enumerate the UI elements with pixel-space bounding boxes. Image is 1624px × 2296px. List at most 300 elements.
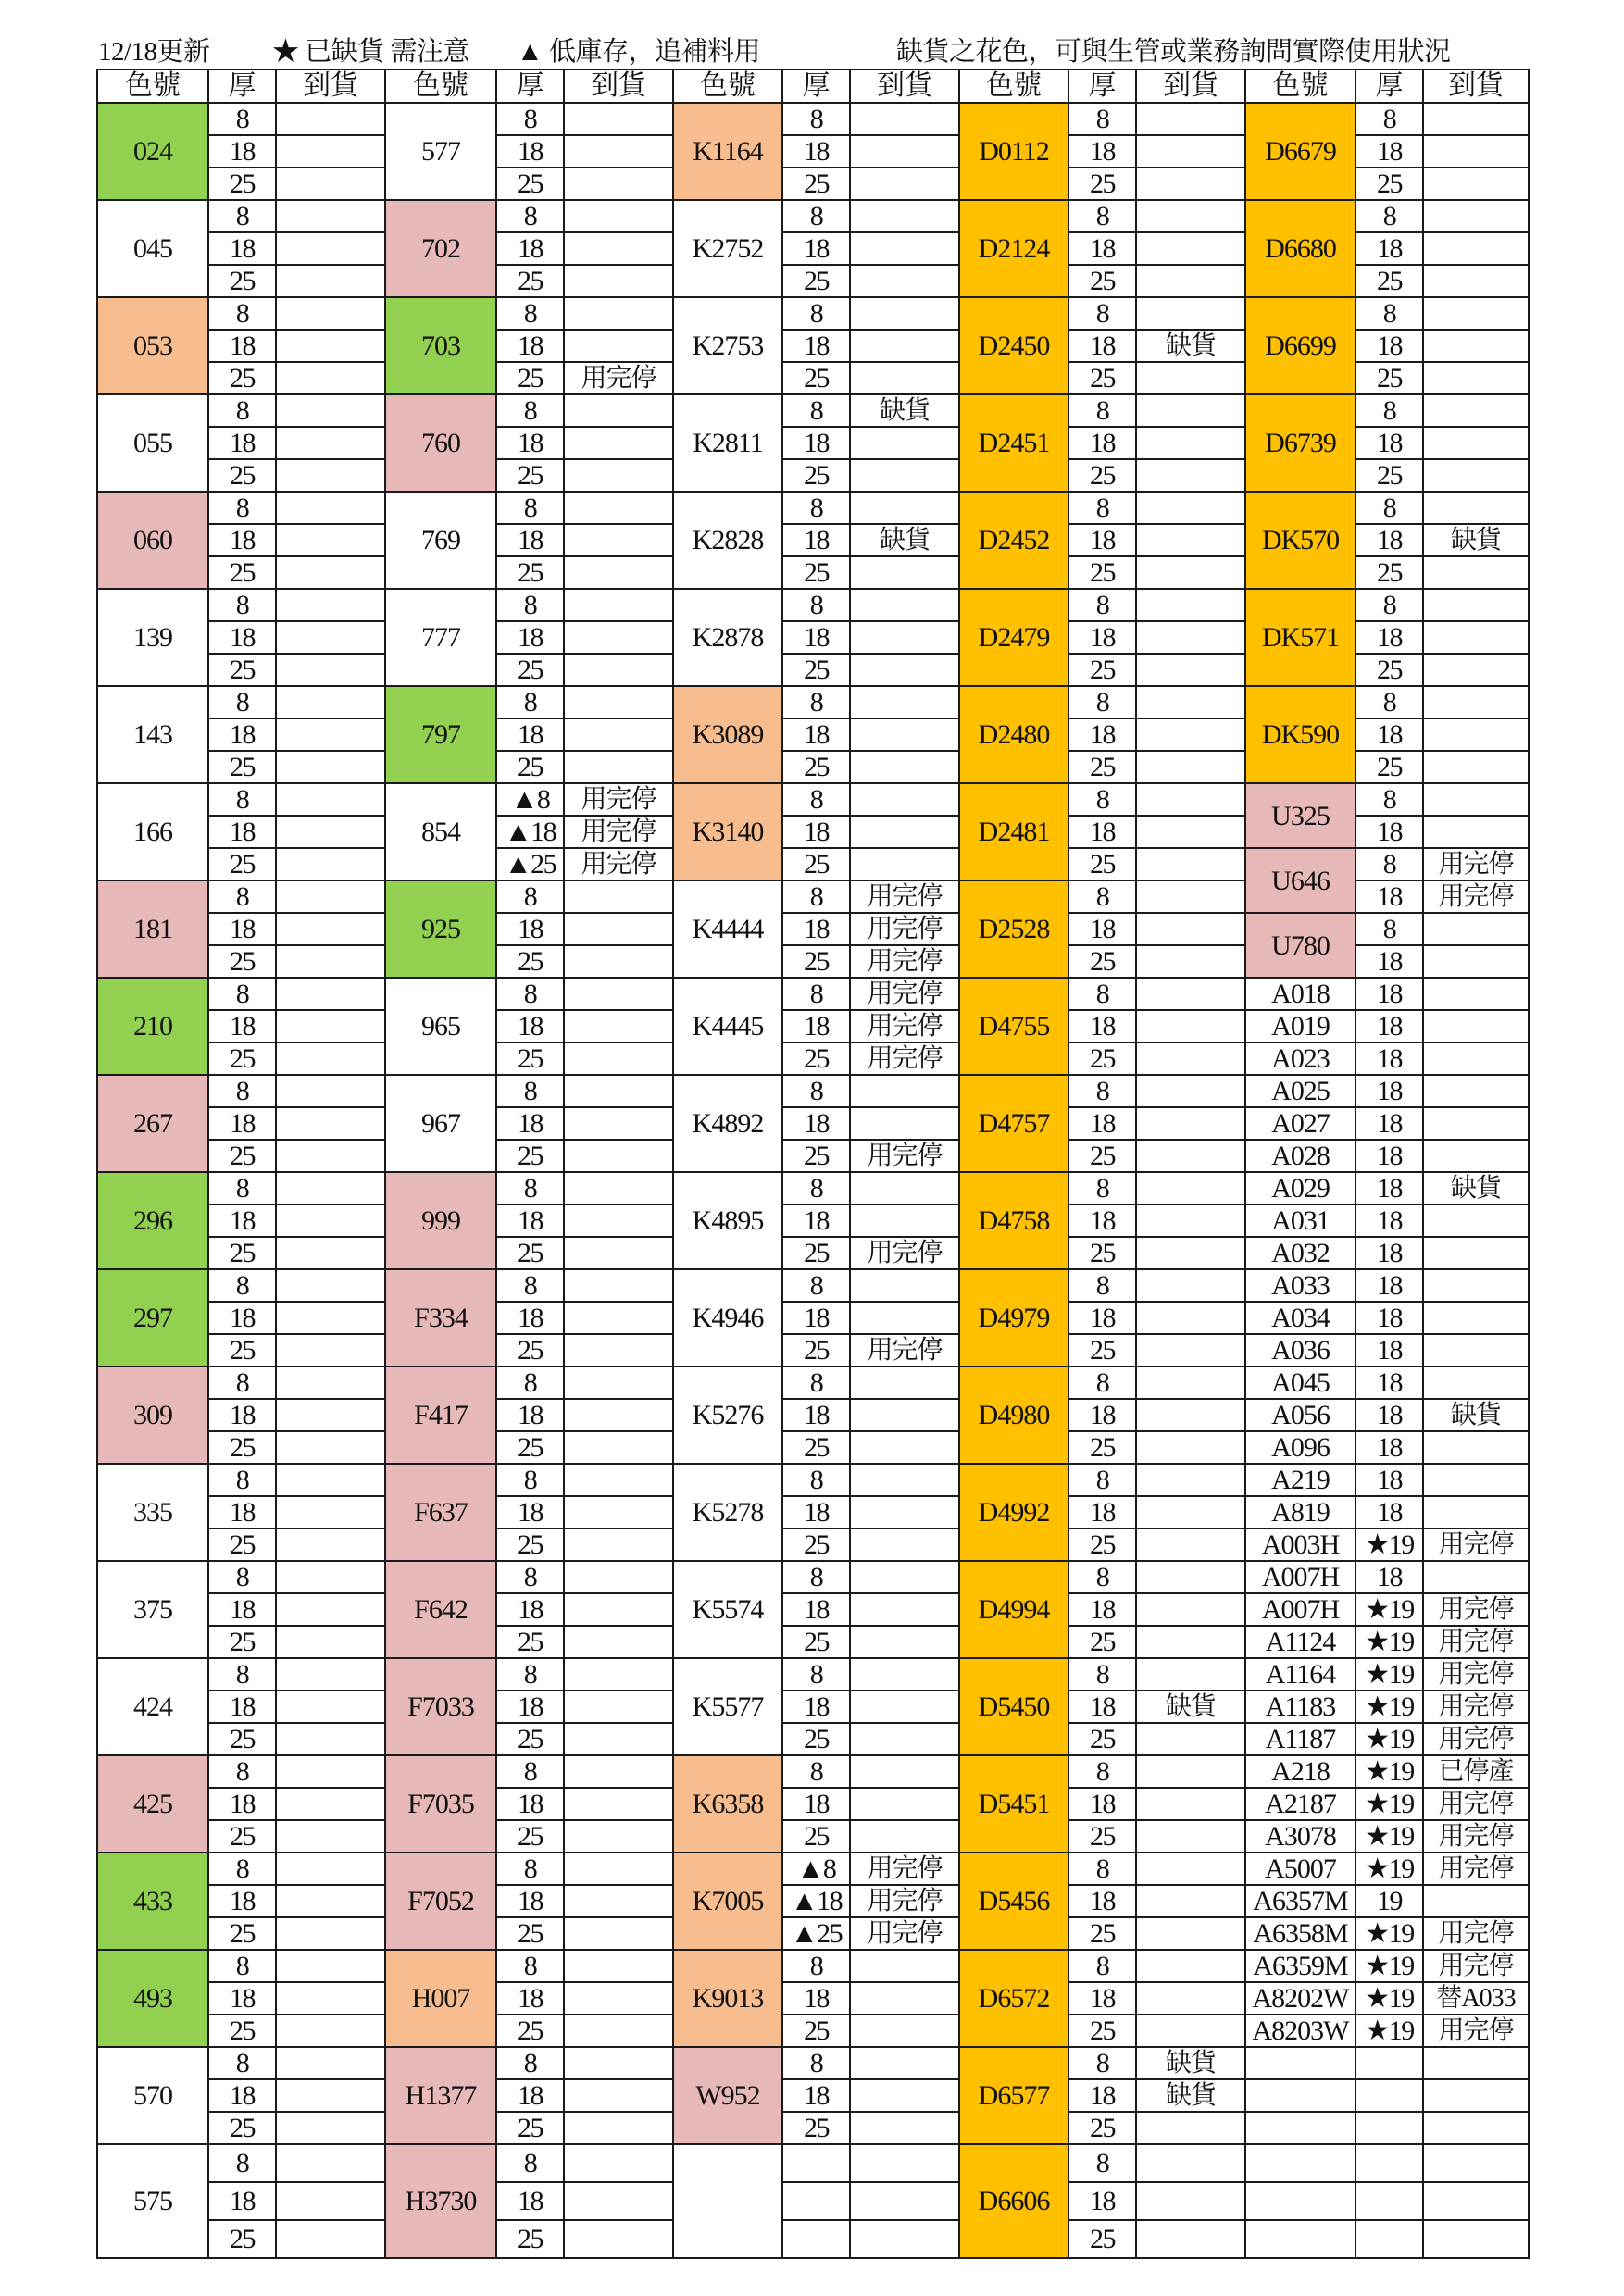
arrival-status-cell [850, 1755, 959, 1788]
arrival-status-cell [564, 1626, 673, 1658]
column-header: 到貨 [276, 69, 385, 103]
thickness-cell: 18 [208, 1399, 276, 1431]
arrival-status-cell [850, 1561, 959, 1593]
arrival-status-cell [1423, 492, 1529, 524]
color-code-cell: D4757 [959, 1075, 1068, 1172]
table-row [97, 492, 1529, 524]
arrival-status-cell [850, 2144, 959, 2182]
arrival-status-cell [276, 589, 385, 621]
table-row [97, 1334, 1529, 1366]
arrival-status-cell [564, 880, 673, 913]
thickness-cell: 18 [208, 232, 276, 265]
arrival-status-cell [564, 394, 673, 427]
color-code-cell: A5007 [1245, 1853, 1355, 1885]
color-code-cell: K5276 [673, 1366, 782, 1464]
thickness-cell: 8 [1068, 394, 1136, 427]
color-code-cell: A8202W [1245, 1982, 1355, 2015]
color-code-cell: 297 [97, 1269, 208, 1366]
arrival-status-cell [276, 1723, 385, 1755]
thickness-cell: 8 [208, 1269, 276, 1302]
arrival-status-cell [564, 492, 673, 524]
arrival-status-cell [1136, 1626, 1245, 1658]
thickness-cell: 18 [496, 1107, 564, 1140]
thickness-cell: 25 [782, 1626, 850, 1658]
color-code-cell: A025 [1245, 1075, 1355, 1107]
thickness-cell: ▲18 [496, 816, 564, 848]
thickness-cell: ★19 [1355, 1626, 1423, 1658]
color-code-cell: A1124 [1245, 1626, 1355, 1658]
arrival-status-cell [276, 1626, 385, 1658]
arrival-status-cell [1136, 1950, 1245, 1982]
arrival-status-cell [1423, 1140, 1529, 1172]
column-header: 厚 [496, 69, 564, 103]
color-code-cell: A6359M [1245, 1950, 1355, 1982]
color-code-cell: K6358 [673, 1755, 782, 1853]
arrival-status-cell [1136, 265, 1245, 297]
arrival-status-cell [1423, 297, 1529, 330]
color-code-cell: D2479 [959, 589, 1068, 686]
thickness-cell: 8 [1068, 2144, 1136, 2182]
arrival-status-cell: 用完停 [1423, 1691, 1529, 1723]
thickness-cell: 25 [1068, 459, 1136, 492]
thickness-cell: 19 [1355, 1885, 1423, 1917]
arrival-status-cell: 用完停 [564, 816, 673, 848]
arrival-status-cell [850, 2047, 959, 2079]
thickness-cell: 25 [1068, 945, 1136, 978]
thickness-cell: 18 [496, 1496, 564, 1529]
color-code-cell: K9013 [673, 1950, 782, 2047]
arrival-status-cell [276, 1366, 385, 1399]
arrival-status-cell [1423, 232, 1529, 265]
arrival-status-cell [1136, 1561, 1245, 1593]
thickness-cell: 8 [1355, 848, 1423, 880]
thickness-cell: 8 [496, 297, 564, 330]
thickness-cell: 8 [496, 492, 564, 524]
thickness-cell: 18 [1355, 880, 1423, 913]
arrival-status-cell [1136, 1042, 1245, 1075]
arrival-status-cell [850, 427, 959, 459]
arrival-status-cell [564, 1302, 673, 1334]
color-code-cell: D6739 [1245, 394, 1355, 492]
arrival-status-cell [564, 654, 673, 686]
arrival-status-cell: 用完停 [564, 362, 673, 394]
thickness-cell: ★19 [1355, 1982, 1423, 2015]
thickness-cell: ▲8 [782, 1853, 850, 1885]
arrival-status-cell [276, 783, 385, 816]
arrival-status-cell [1136, 135, 1245, 168]
column-header: 色號 [97, 69, 208, 103]
arrival-status-cell [276, 1237, 385, 1269]
column-header: 厚 [782, 69, 850, 103]
thickness-cell: 8 [496, 200, 564, 232]
thickness-cell: 8 [496, 1366, 564, 1399]
thickness-cell: 18 [782, 1010, 850, 1042]
title-line [98, 35, 1533, 69]
thickness-cell: 18 [782, 1204, 850, 1237]
color-code-cell: A034 [1245, 1302, 1355, 1334]
color-code-cell: F637 [385, 1464, 496, 1561]
thickness-cell: 8 [1068, 2047, 1136, 2079]
arrival-status-cell [850, 135, 959, 168]
thickness-cell: 25 [208, 2015, 276, 2047]
thickness-cell: 8 [496, 1755, 564, 1788]
arrival-status-cell [1423, 1107, 1529, 1140]
thickness-cell [1355, 2047, 1423, 2079]
table-row [97, 1755, 1529, 1788]
column-header: 厚 [1068, 69, 1136, 103]
arrival-status-cell [276, 718, 385, 751]
arrival-status-cell [1136, 751, 1245, 783]
thickness-cell: 18 [208, 2079, 276, 2112]
thickness-cell: 18 [496, 1982, 564, 2015]
thickness-cell: 18 [208, 1302, 276, 1334]
thickness-cell: 25 [496, 556, 564, 589]
arrival-status-cell [850, 1788, 959, 1820]
arrival-status-cell [276, 880, 385, 913]
thickness-cell: 25 [1068, 1917, 1136, 1950]
arrival-status-cell [564, 2015, 673, 2047]
color-code-cell: A018 [1245, 978, 1355, 1010]
thickness-cell: 25 [1068, 1140, 1136, 1172]
arrival-status-cell [564, 2112, 673, 2144]
thickness-cell: 8 [208, 1561, 276, 1593]
thickness-cell: ★19 [1355, 1529, 1423, 1561]
thickness-cell: 18 [1068, 330, 1136, 362]
color-code-cell: F7052 [385, 1853, 496, 1950]
arrival-status-cell [1136, 1107, 1245, 1140]
table-row [97, 1107, 1529, 1140]
arrival-status-cell [1136, 1917, 1245, 1950]
color-code-cell: K4444 [673, 880, 782, 978]
thickness-cell: 18 [1355, 1399, 1423, 1431]
arrival-status-cell [1136, 1366, 1245, 1399]
arrival-status-cell [1136, 1496, 1245, 1529]
arrival-status-cell [850, 686, 959, 718]
arrival-status-cell [1136, 1853, 1245, 1885]
arrival-status-cell [564, 459, 673, 492]
arrival-status-cell [1423, 330, 1529, 362]
thickness-cell: 25 [496, 1334, 564, 1366]
arrival-status-cell [1136, 1269, 1245, 1302]
color-code-cell: A3078 [1245, 1820, 1355, 1853]
thickness-cell: 25 [496, 945, 564, 978]
thickness-cell: 18 [496, 524, 564, 556]
thickness-cell: 8 [208, 2144, 276, 2182]
arrival-status-cell [1423, 718, 1529, 751]
color-code-cell: A033 [1245, 1269, 1355, 1302]
thickness-cell: 18 [1355, 1010, 1423, 1042]
thickness-cell: 8 [782, 297, 850, 330]
color-code-cell: H1377 [385, 2047, 496, 2144]
arrival-status-cell [850, 1431, 959, 1464]
arrival-status-cell: 用完停 [850, 1334, 959, 1366]
color-code-cell: A6357M [1245, 1885, 1355, 1917]
thickness-cell: 25 [1068, 848, 1136, 880]
thickness-cell: 25 [496, 362, 564, 394]
color-code-cell: 493 [97, 1950, 208, 2047]
table-row [97, 978, 1529, 1010]
arrival-status-cell [276, 1755, 385, 1788]
color-code-cell: U646 [1245, 848, 1355, 913]
arrival-status-cell: 用完停 [1423, 1950, 1529, 1982]
arrival-status-cell [850, 1691, 959, 1723]
thickness-cell: 8 [208, 783, 276, 816]
thickness-cell: 8 [782, 1366, 850, 1399]
thickness-cell: 25 [782, 848, 850, 880]
color-code-cell: D4979 [959, 1269, 1068, 1366]
arrival-status-cell [850, 1723, 959, 1755]
thickness-cell: 18 [208, 1204, 276, 1237]
thickness-cell: 18 [782, 232, 850, 265]
table-row [97, 913, 1529, 945]
thickness-cell: 8 [1068, 492, 1136, 524]
table-row [97, 686, 1529, 718]
arrival-status-cell [564, 1496, 673, 1529]
thickness-cell: 8 [1068, 1172, 1136, 1204]
thickness-cell: 25 [208, 362, 276, 394]
arrival-status-cell [1136, 556, 1245, 589]
arrival-status-cell [1136, 2112, 1245, 2144]
thickness-cell: 8 [208, 394, 276, 427]
table-row [97, 200, 1529, 232]
arrival-status-cell [1423, 200, 1529, 232]
thickness-cell: 18 [1068, 2079, 1136, 2112]
arrival-status-cell [276, 1204, 385, 1237]
table-row [97, 1885, 1529, 1917]
thickness-cell: 8 [208, 1755, 276, 1788]
arrival-status-cell [1136, 2144, 1245, 2182]
arrival-status-cell [1136, 103, 1245, 135]
thickness-cell: 18 [782, 1107, 850, 1140]
table-row [97, 103, 1529, 135]
thickness-cell: 18 [208, 1691, 276, 1723]
thickness-cell: ★19 [1355, 2015, 1423, 2047]
color-code-cell: A019 [1245, 1010, 1355, 1042]
color-code-cell: A007H [1245, 1593, 1355, 1626]
color-code-cell: K2811 [673, 394, 782, 492]
arrival-status-cell [850, 330, 959, 362]
arrival-status-cell [564, 168, 673, 200]
arrival-status-cell [276, 945, 385, 978]
thickness-cell: 25 [208, 1917, 276, 1950]
arrival-status-cell [1423, 459, 1529, 492]
arrival-status-cell [276, 1982, 385, 2015]
thickness-cell: ★19 [1355, 1691, 1423, 1723]
arrival-status-cell [276, 1529, 385, 1561]
color-code-cell: K4892 [673, 1075, 782, 1172]
thickness-cell: 18 [496, 2182, 564, 2220]
color-code-cell: DK571 [1245, 589, 1355, 686]
thickness-cell: 18 [1068, 1885, 1136, 1917]
arrival-status-cell [850, 297, 959, 330]
arrival-status-cell [1136, 880, 1245, 913]
thickness-cell: 18 [1355, 621, 1423, 654]
thickness-cell: 8 [1355, 589, 1423, 621]
arrival-status-cell [1423, 1561, 1529, 1593]
arrival-status-cell [1136, 978, 1245, 1010]
arrival-status-cell [276, 168, 385, 200]
arrival-status-cell [564, 1431, 673, 1464]
thickness-cell: 8 [208, 297, 276, 330]
table-row [97, 1820, 1529, 1853]
arrival-status-cell [564, 1204, 673, 1237]
thickness-cell: 25 [208, 556, 276, 589]
arrival-status-cell [276, 1561, 385, 1593]
thickness-cell: 8 [208, 1853, 276, 1885]
arrival-status-cell [1136, 232, 1245, 265]
thickness-cell: 25 [496, 459, 564, 492]
arrival-status-cell [850, 1204, 959, 1237]
arrival-status-cell [276, 913, 385, 945]
color-code-cell: A007H [1245, 1561, 1355, 1593]
thickness-cell: 8 [496, 103, 564, 135]
thickness-cell: 8 [1355, 783, 1423, 816]
arrival-status-cell [564, 1755, 673, 1788]
arrival-status-cell [276, 232, 385, 265]
arrival-status-cell [850, 1820, 959, 1853]
arrival-status-cell: 用完停 [1423, 848, 1529, 880]
column-header: 色號 [1245, 69, 1355, 103]
thickness-cell: 8 [1068, 978, 1136, 1010]
color-code-cell: D2480 [959, 686, 1068, 783]
thickness-cell: 18 [1355, 1042, 1423, 1075]
color-code-cell: D4758 [959, 1172, 1068, 1269]
arrival-status-cell [1423, 1464, 1529, 1496]
thickness-cell: 18 [1068, 427, 1136, 459]
arrival-status-cell [276, 394, 385, 427]
thickness-cell: 18 [208, 1496, 276, 1529]
thickness-cell: 25 [1068, 265, 1136, 297]
color-code-cell: K2752 [673, 200, 782, 297]
thickness-cell: 18 [782, 135, 850, 168]
arrival-status-cell [1136, 1237, 1245, 1269]
arrival-status-cell [1423, 265, 1529, 297]
thickness-cell: 18 [1068, 232, 1136, 265]
thickness-cell: 25 [782, 265, 850, 297]
thickness-cell: 8 [208, 589, 276, 621]
arrival-status-cell [276, 2112, 385, 2144]
color-code-cell: H007 [385, 1950, 496, 2047]
arrival-status-cell [1423, 556, 1529, 589]
thickness-cell [782, 2144, 850, 2182]
color-code-cell: K5278 [673, 1464, 782, 1561]
arrival-status-cell: 用完停 [1423, 1820, 1529, 1853]
update-date: 12/18更新 [98, 37, 210, 67]
thickness-cell: 25 [208, 654, 276, 686]
thickness-cell: 18 [782, 1982, 850, 2015]
color-code-cell: 425 [97, 1755, 208, 1853]
color-code-cell: D5456 [959, 1853, 1068, 1950]
thickness-cell: 18 [782, 816, 850, 848]
arrival-status-cell [564, 945, 673, 978]
thickness-cell: 8 [1355, 103, 1423, 135]
color-code-cell: D4755 [959, 978, 1068, 1075]
thickness-cell: 25 [208, 2112, 276, 2144]
thickness-cell: 8 [1355, 394, 1423, 427]
thickness-cell: 18 [1068, 135, 1136, 168]
arrival-status-cell [1423, 2047, 1529, 2079]
table-row [97, 1431, 1529, 1464]
thickness-cell: 8 [1355, 200, 1423, 232]
arrival-status-cell [564, 1853, 673, 1885]
arrival-status-cell [564, 1691, 673, 1723]
table-row [97, 1723, 1529, 1755]
thickness-cell: 8 [208, 686, 276, 718]
arrival-status-cell [564, 200, 673, 232]
thickness-cell: 25 [208, 1820, 276, 1853]
arrival-status-cell [1136, 459, 1245, 492]
table-row [97, 1366, 1529, 1399]
arrival-status-cell [1423, 978, 1529, 1010]
thickness-cell: 18 [1355, 718, 1423, 751]
thickness-cell: 25 [496, 1820, 564, 1853]
color-code-cell: D6699 [1245, 297, 1355, 394]
thickness-cell: 8 [496, 1464, 564, 1496]
arrival-status-cell [276, 2047, 385, 2079]
arrival-status-cell [850, 1658, 959, 1691]
arrival-status-cell [276, 103, 385, 135]
thickness-cell: 8 [496, 394, 564, 427]
color-code-cell: K3140 [673, 783, 782, 880]
arrival-status-cell [276, 978, 385, 1010]
arrival-status-cell [564, 2144, 673, 2182]
color-code-cell: 965 [385, 978, 496, 1075]
arrival-status-cell [564, 2182, 673, 2220]
table-row [97, 1464, 1529, 1496]
arrival-status-cell [1423, 1431, 1529, 1464]
arrival-status-cell [850, 492, 959, 524]
thickness-cell: 18 [1068, 1302, 1136, 1334]
thickness-cell: 18 [782, 427, 850, 459]
thickness-cell: 8 [496, 880, 564, 913]
arrival-status-cell: 用完停 [850, 1042, 959, 1075]
thickness-cell: 18 [208, 2182, 276, 2220]
color-code-cell: 433 [97, 1853, 208, 1950]
table-row [97, 1691, 1529, 1723]
thickness-cell: ★19 [1355, 1723, 1423, 1755]
thickness-cell: 8 [208, 1172, 276, 1204]
arrival-status-cell: 用完停 [850, 945, 959, 978]
table-row [97, 2079, 1529, 2112]
arrival-status-cell [1423, 1042, 1529, 1075]
thickness-cell: 18 [208, 621, 276, 654]
arrival-status-cell [1423, 816, 1529, 848]
color-code-cell: U325 [1245, 783, 1355, 848]
thickness-cell: 8 [1068, 1366, 1136, 1399]
thickness-cell: 18 [1355, 1302, 1423, 1334]
arrival-status-cell: 用完停 [1423, 1853, 1529, 1885]
thickness-cell: 18 [496, 621, 564, 654]
thickness-cell: 25 [1355, 265, 1423, 297]
thickness-cell: 25 [1068, 1042, 1136, 1075]
thickness-cell: 25 [782, 362, 850, 394]
thickness-cell: 25 [208, 751, 276, 783]
arrival-status-cell [1423, 2144, 1529, 2182]
color-code-cell: 575 [97, 2144, 208, 2258]
thickness-cell: 25 [208, 848, 276, 880]
thickness-cell: 8 [782, 880, 850, 913]
thickness-cell: 25 [1355, 556, 1423, 589]
shortage-note: 缺貨之花色，可與生管或業務詢問實際使用狀況 [896, 37, 1451, 67]
color-code-cell: K2828 [673, 492, 782, 589]
arrival-status-cell: 缺貨 [1136, 2079, 1245, 2112]
color-code-cell [673, 2144, 782, 2258]
arrival-status-cell: 缺貨 [1423, 1172, 1529, 1204]
color-code-cell: DK570 [1245, 492, 1355, 589]
thickness-cell: ▲25 [782, 1917, 850, 1950]
thickness-cell: 18 [208, 913, 276, 945]
color-code-cell: 024 [97, 103, 208, 200]
